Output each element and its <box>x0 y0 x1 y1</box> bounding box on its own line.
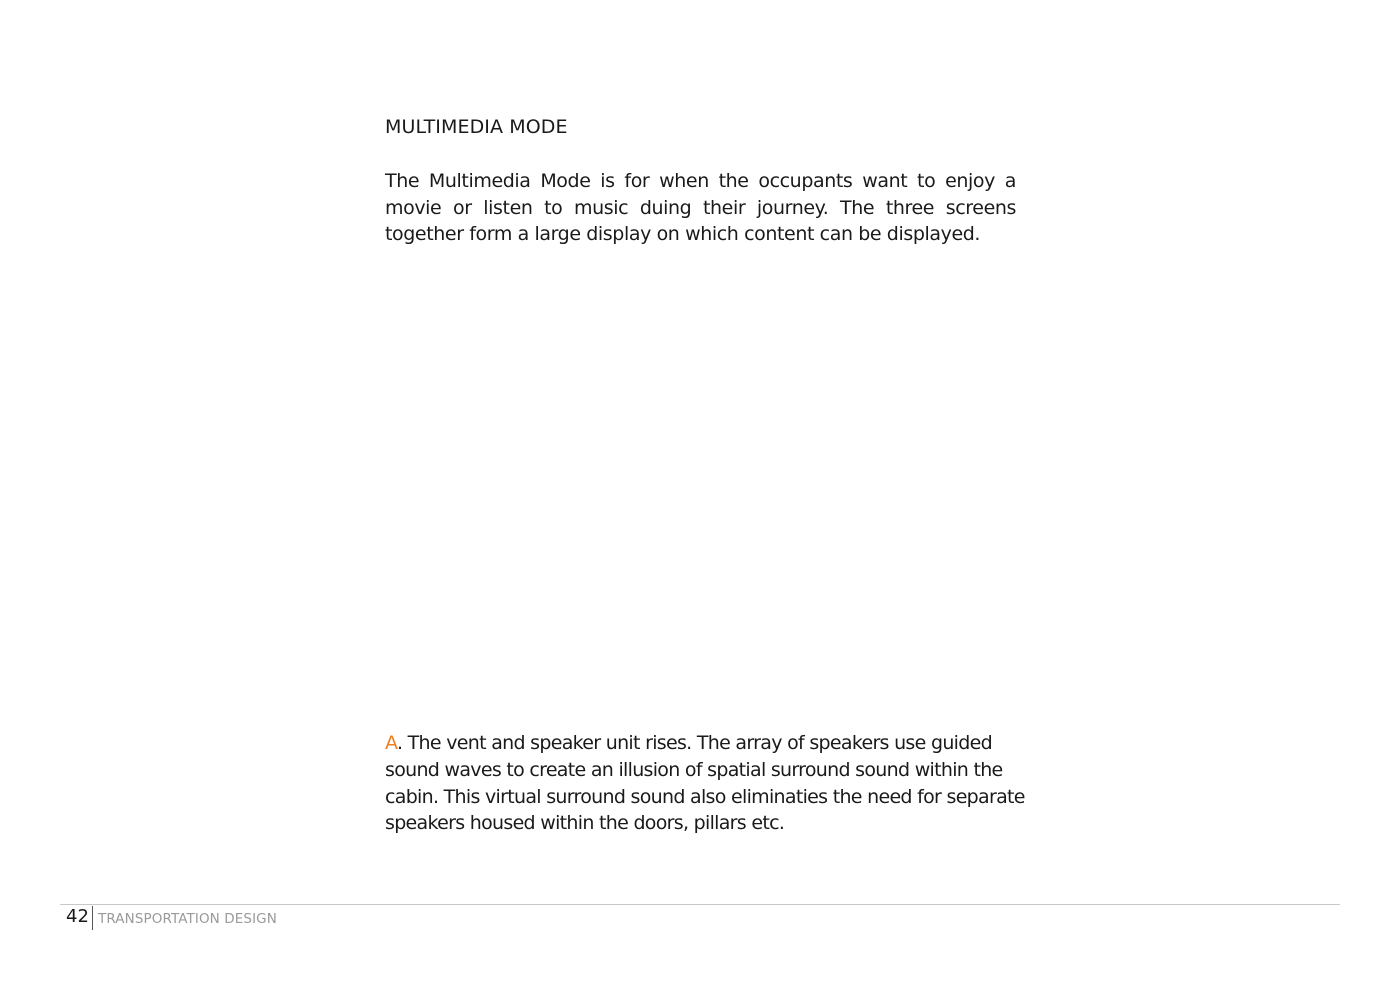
callout-letter: A <box>385 732 397 754</box>
intro-paragraph: The Multimedia Mode is for when the occupants want to enjoy a movie or listen to music duing their journey. The three screens together form a large display on which content can be displayed. <box>385 170 1016 245</box>
page-number: 42 <box>66 906 89 927</box>
callout-a-paragraph <box>385 730 1025 837</box>
page-number-divider <box>92 906 93 930</box>
footer-divider <box>60 904 1340 905</box>
footer-section-name: TRANSPORTATION DESIGN <box>98 911 277 927</box>
section-heading: MULTIMEDIA MODE <box>385 116 568 138</box>
callout-text: . The vent and speaker unit rises. The array of speakers use guided sound waves to create an illusion of spatial surround sound within the cabin. This virtual surround sound also eliminaties the need for separate speakers housed within the doors, pillars etc. <box>385 732 1025 835</box>
